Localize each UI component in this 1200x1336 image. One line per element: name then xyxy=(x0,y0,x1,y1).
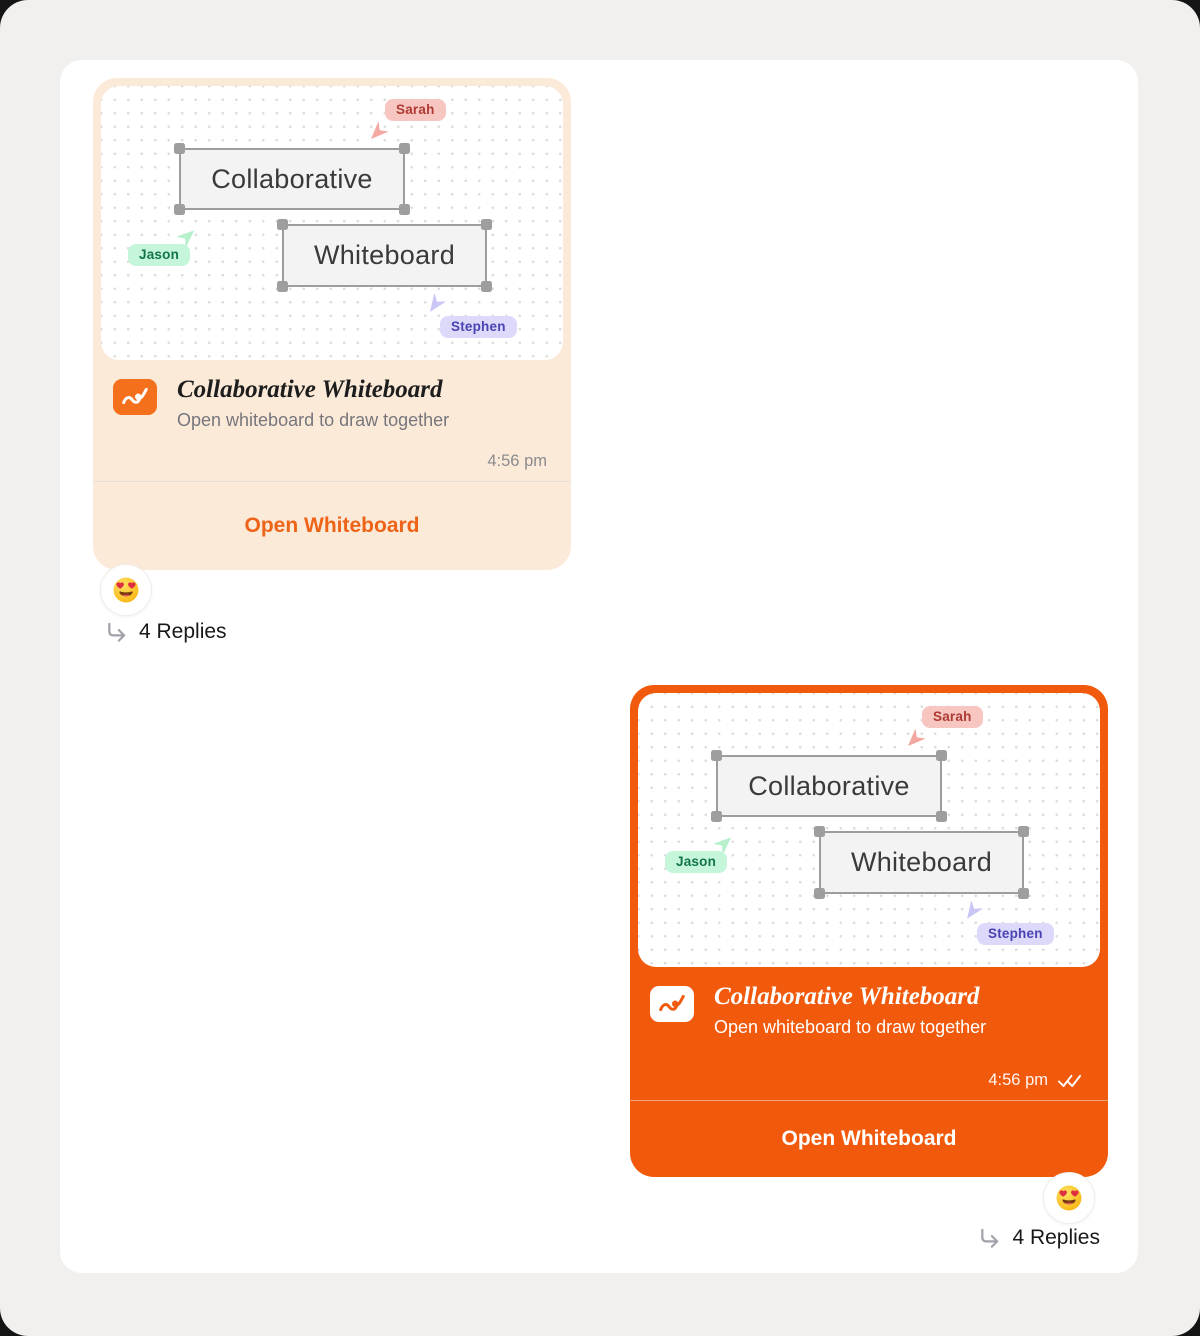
chat-panel xyxy=(60,60,1138,1273)
reaction-badge-heart-eyes[interactable] xyxy=(1043,1172,1095,1224)
whiteboard-textbox-whiteboard[interactable] xyxy=(282,224,487,287)
message-subtitle: Open whiteboard to draw together xyxy=(177,409,450,430)
whiteboard-textbox-collaborative[interactable] xyxy=(716,755,942,817)
message-timestamp: 4:56 pm xyxy=(988,1071,1048,1089)
whiteboard-textbox-whiteboard[interactable] xyxy=(819,831,1024,894)
thread-replies-link[interactable] xyxy=(105,620,227,644)
whiteboard-textbox-label: Collaborative xyxy=(211,163,373,194)
selection-handle[interactable] xyxy=(481,219,492,230)
replies-count-label: 4 Replies xyxy=(139,620,227,643)
collaborator-name-pill: Stephen xyxy=(977,923,1054,945)
read-receipt-double-check-icon xyxy=(1057,1073,1084,1089)
heart-eyes-emoji-icon xyxy=(112,576,140,604)
whiteboard-textbox-collaborative[interactable] xyxy=(179,148,405,210)
heart-eyes-emoji-icon xyxy=(1055,1184,1083,1212)
selection-handle[interactable] xyxy=(277,281,288,292)
replies-count-label: 4 Replies xyxy=(1012,1226,1100,1249)
whiteboard-preview[interactable] xyxy=(638,693,1100,967)
whiteboard-message-incoming[interactable] xyxy=(93,78,571,570)
collaborator-name-pill: Stephen xyxy=(440,316,517,338)
open-whiteboard-button[interactable]: Open Whiteboard xyxy=(93,481,571,570)
message-timestamp: 4:56 pm xyxy=(487,452,547,470)
reaction-badge-heart-eyes[interactable] xyxy=(100,564,152,616)
selection-handle[interactable] xyxy=(711,811,722,822)
collaborator-name-pill: Jason xyxy=(128,244,190,266)
open-whiteboard-button[interactable]: Open Whiteboard xyxy=(630,1100,1108,1177)
whiteboard-textbox-label: Whiteboard xyxy=(313,240,456,270)
reply-arrow-icon xyxy=(978,1227,1001,1250)
whiteboard-preview[interactable] xyxy=(101,86,563,360)
selection-handle[interactable] xyxy=(174,143,185,154)
selection-handle[interactable] xyxy=(399,204,410,215)
selection-handle[interactable] xyxy=(1018,826,1029,837)
whiteboard-textbox-label: Whiteboard xyxy=(850,847,993,877)
collaborator-name-pill: Sarah xyxy=(385,99,446,121)
selection-handle[interactable] xyxy=(1018,888,1029,899)
selection-handle[interactable] xyxy=(399,143,410,154)
selection-handle[interactable] xyxy=(814,826,825,837)
thread-replies-link[interactable] xyxy=(978,1226,1100,1250)
selection-handle[interactable] xyxy=(174,204,185,215)
message-meta xyxy=(630,967,1108,1100)
whiteboard-scribble-icon xyxy=(650,986,694,1022)
message-title: Collaborative Whiteboard xyxy=(177,376,443,403)
selection-handle[interactable] xyxy=(936,750,947,761)
message-title: Collaborative Whiteboard xyxy=(714,983,980,1010)
whiteboard-scribble-icon xyxy=(113,379,157,415)
selection-handle[interactable] xyxy=(481,281,492,292)
whiteboard-message-outgoing[interactable] xyxy=(630,685,1108,1177)
message-subtitle: Open whiteboard to draw together xyxy=(714,1016,987,1037)
collaborator-name-pill: Sarah xyxy=(922,706,983,728)
reply-arrow-icon xyxy=(105,621,128,644)
selection-handle[interactable] xyxy=(936,811,947,822)
collaborator-name-pill: Jason xyxy=(665,851,727,873)
selection-handle[interactable] xyxy=(277,219,288,230)
message-meta xyxy=(93,360,571,481)
selection-handle[interactable] xyxy=(814,888,825,899)
whiteboard-textbox-label: Collaborative xyxy=(748,770,910,801)
selection-handle[interactable] xyxy=(711,750,722,761)
